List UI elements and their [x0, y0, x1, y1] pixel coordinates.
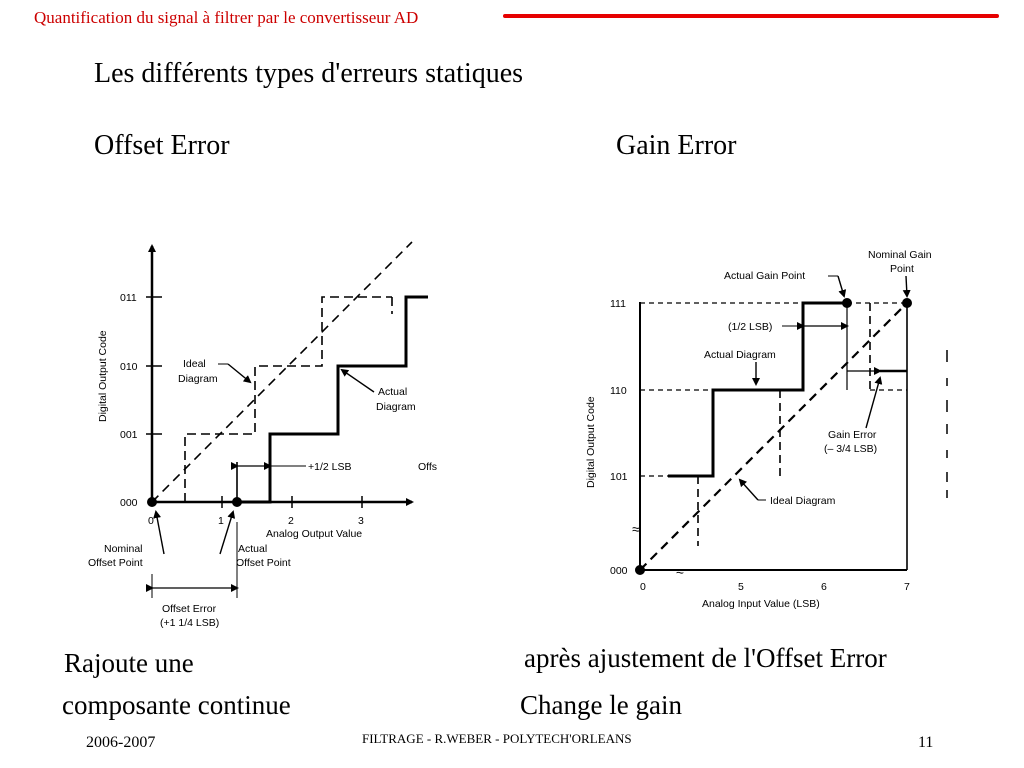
- gain-error-figure: [570, 244, 955, 619]
- gain-error-label-1: Gain Error: [828, 429, 877, 441]
- offset-error-figure: [80, 232, 450, 637]
- actual-offset-label-1: Actual: [238, 543, 268, 555]
- actual-offset-point: [232, 497, 242, 507]
- right-caption-line-1: après ajustement de l'Offset Error: [524, 643, 887, 673]
- nominal-gain-label-1: Nominal Gain: [868, 249, 932, 261]
- footer-center: FILTRAGE - R.WEBER - POLYTECH'ORLEANS: [362, 731, 632, 746]
- y-tick-110: 110: [610, 385, 627, 397]
- y-axis-label: Digital Output Code: [97, 330, 109, 422]
- x-tick-0: 0: [640, 581, 646, 593]
- ideal-staircase: [185, 297, 392, 502]
- footer-page-number: 11: [918, 734, 934, 751]
- actual-diagram-label: Actual Diagram: [704, 349, 776, 361]
- header-title: Quantification du signal à filtrer par le convertisseur AD: [34, 8, 419, 27]
- half-lsb-label: +1/2 LSB: [308, 461, 352, 473]
- y-tick-000: 000: [120, 497, 138, 509]
- x-tick-6: 6: [821, 581, 827, 593]
- nominal-gain-point: [902, 298, 912, 308]
- actual-offset-label-2: Offset Point: [236, 557, 291, 569]
- y-tick-111: 111: [610, 298, 626, 310]
- left-caption-line-1: Rajoute une: [64, 648, 194, 678]
- x-tick-3: 3: [358, 515, 364, 527]
- header-rule: [503, 14, 999, 18]
- y-axis-label: Digital Output Code: [585, 396, 597, 488]
- x-axis-label: Analog Output Value: [266, 528, 363, 540]
- svg-text:≈: ≈: [676, 563, 684, 579]
- actual-label-2: Diagram: [376, 401, 416, 413]
- nominal-gain-label-2: Point: [890, 263, 914, 275]
- y-tick-001: 001: [120, 429, 138, 441]
- actual-gain-point-label: Actual Gain Point: [724, 270, 806, 282]
- ideal-label-2: Diagram: [178, 373, 218, 385]
- nominal-point-label-1: Nominal: [104, 543, 143, 555]
- half-lsb-label: (1/2 LSB): [728, 321, 773, 333]
- x-tick-1: 1: [218, 515, 224, 527]
- y-tick-101: 101: [610, 471, 628, 483]
- ideal-transfer-line: [152, 242, 412, 502]
- gain-error-heading: Gain Error: [616, 130, 737, 161]
- x-tick-7: 7: [904, 581, 910, 593]
- nominal-offset-point: [147, 497, 157, 507]
- svg-text:≈: ≈: [632, 521, 640, 537]
- x-tick-0: 0: [148, 515, 154, 527]
- y-tick-011: 011: [120, 292, 137, 304]
- slide-title: Les différents types d'erreurs statiques: [94, 58, 524, 89]
- actual-label-1: Actual: [378, 386, 408, 398]
- actual-gain-point: [842, 298, 852, 308]
- offset-error-heading: Offset Error: [94, 130, 230, 161]
- y-tick-000: 000: [610, 565, 628, 577]
- left-caption-line-2: composante continue: [62, 690, 291, 720]
- zero-point: [635, 565, 645, 575]
- offset-error-label-1: Offset Error: [162, 603, 217, 615]
- offset-error-label-2: (+1 1/4 LSB): [160, 617, 220, 629]
- x-tick-2: 2: [288, 515, 294, 527]
- cut-off-text: Offs: [418, 461, 438, 473]
- ideal-diagram-label: Ideal Diagram: [770, 495, 836, 507]
- ideal-label-1: Ideal: [183, 358, 206, 370]
- footer-years: 2006-2007: [86, 734, 156, 751]
- x-axis-label: Analog Input Value (LSB): [702, 598, 820, 610]
- x-tick-5: 5: [738, 581, 744, 593]
- gain-error-label-2: (– 3/4 LSB): [824, 443, 878, 455]
- y-tick-010: 010: [120, 361, 138, 373]
- nominal-point-label-2: Offset Point: [88, 557, 143, 569]
- right-caption-line-2: Change le gain: [520, 690, 682, 720]
